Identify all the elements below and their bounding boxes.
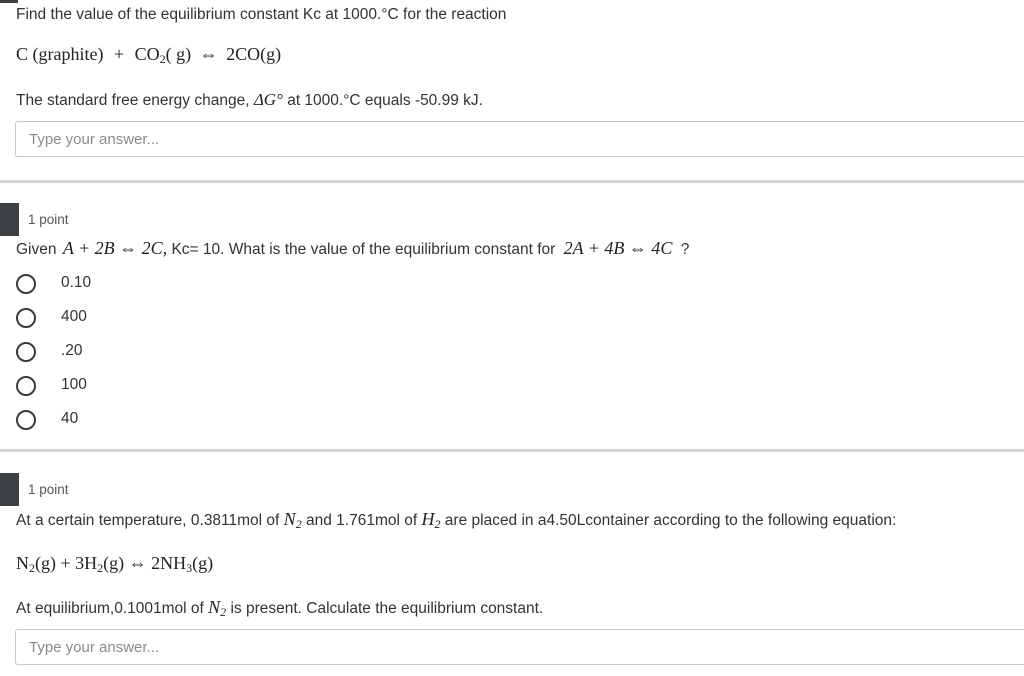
q2-points-label: 1 point	[28, 212, 69, 227]
q1-answer-field[interactable]	[15, 121, 1024, 157]
q2-option-label-0: 0.10	[61, 274, 92, 291]
q3-eq-n2-symbol: $N_2$	[208, 597, 227, 619]
q3-marker	[0, 473, 19, 506]
q2-option-radio-4[interactable]	[16, 410, 36, 430]
q2-expression-2: 2A + 4B ⇔ 4C	[563, 238, 673, 258]
q1-question-text: Find the value of the equilibrium constant Kc at 1000.°C for the reaction	[16, 6, 507, 23]
q3-equation: $N_2(g) + 3H_2(g)$ ⇔ $2NH_3(g)$	[16, 553, 214, 575]
q3-n2-symbol: $N_2$	[283, 509, 302, 531]
q1-eq-rhs: 2CO(g)	[226, 44, 282, 64]
q1-equation	[16, 44, 281, 67]
q2-marker	[0, 203, 19, 236]
q3-h2-symbol: $H_2$	[421, 509, 441, 531]
q1-eq-arrow: ⇔	[199, 44, 218, 64]
section-divider-1	[0, 180, 1024, 183]
q2-option-radio-1[interactable]	[16, 308, 36, 328]
q2-option-label-3: 100	[61, 376, 87, 393]
q2-question-text: Given A + 2B ⇔ 2C, Kc= 10. What is the value of the equilibrium constant for 2A + 4B ⇔ 4C ?	[16, 238, 690, 258]
q3-equilibrium-text: At equilibrium,0.1001mol of $N_2$ is present. Calculate the equilibrium constant.	[16, 597, 544, 619]
q3-points-label: 1 point	[28, 482, 69, 497]
q2-option-label-4: 40	[61, 410, 79, 427]
q1-eq-lhs1: C (graphite)	[16, 44, 104, 64]
q3-answer-input[interactable]	[16, 630, 1024, 664]
q2-option-label-1: 400	[61, 308, 87, 325]
section-divider-2	[0, 449, 1024, 452]
q1-eq-plus: +	[113, 44, 125, 64]
q2-option-radio-0[interactable]	[16, 274, 36, 294]
q2-option-radio-2[interactable]	[16, 342, 36, 362]
q2-expression-1: A + 2B ⇔ 2C,	[62, 238, 168, 258]
q2-option-radio-3[interactable]	[16, 376, 36, 396]
q1-eq-lhs2: $CO_2$( g)	[134, 44, 192, 66]
q1-info-text: The standard free energy change, ΔG° at 1000.°C equals -50.99 kJ.	[16, 90, 483, 109]
top-marker	[0, 0, 18, 3]
q1-answer-input[interactable]	[16, 122, 1024, 156]
q2-option-label-2: .20	[61, 342, 83, 359]
q3-answer-field[interactable]	[15, 629, 1024, 665]
q3-question-text: At a certain temperature, 0.3811mol of $N_2$ and 1.761mol of $H_2$ are placed in a4.50Lcontainer according to the following equation:	[16, 509, 897, 531]
q1-delta-g-symbol: ΔG°	[253, 90, 283, 109]
